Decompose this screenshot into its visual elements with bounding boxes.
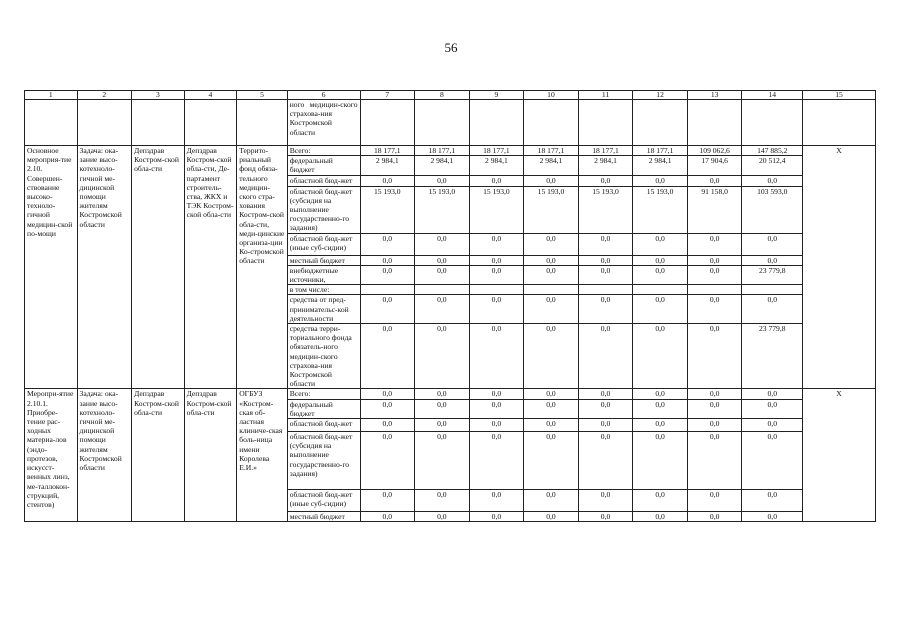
amount-cell: 0,0: [524, 233, 579, 255]
carry-over-label: ного медицин-ского страхова-ния Костромской области: [287, 100, 360, 146]
funding-source: областной бюд-жет: [287, 419, 360, 432]
table-row: [25, 389, 876, 399]
table-body: [25, 91, 876, 522]
amount-cell: 0,0: [633, 399, 688, 418]
amount-cell: 0,0: [469, 432, 524, 490]
task-cell: Задача: ока-зание высо-котехноло-гичной ме-дицинской помощи жителям Костромской области: [77, 146, 132, 389]
column-header-15: 15: [803, 91, 876, 100]
amount-cell: 103 593,0: [742, 186, 803, 233]
funding-source: в том числе:: [287, 285, 360, 295]
amount-cell: 0,0: [469, 324, 524, 389]
amount-cell: 0,0: [633, 512, 688, 522]
amount-cell: 0,0: [687, 432, 742, 490]
amount-cell: 109 062,6: [687, 146, 742, 156]
amount-cell: 0,0: [687, 324, 742, 389]
amount-cell: 18 177,1: [360, 146, 415, 156]
amount-cell: 0,0: [633, 490, 688, 512]
amount-cell: 0,0: [742, 255, 803, 265]
amount-cell: 0,0: [469, 175, 524, 186]
budget-table: [24, 90, 876, 522]
column-header-2: 2: [77, 91, 132, 100]
amount-cell: 0,0: [687, 265, 742, 284]
amount-cell: 0,0: [415, 490, 470, 512]
amount-cell: 0,0: [742, 233, 803, 255]
amount-cell: 0,0: [633, 432, 688, 490]
amount-cell: 0,0: [469, 233, 524, 255]
amount-cell: 0,0: [360, 324, 415, 389]
amount-cell: 18 177,1: [469, 146, 524, 156]
amount-cell: 15 193,0: [469, 186, 524, 233]
amount-cell: 0,0: [360, 432, 415, 490]
amount-cell: [633, 285, 688, 295]
amount-cell: 0,0: [469, 490, 524, 512]
amount-cell: 0,0: [360, 233, 415, 255]
amount-cell: 0,0: [633, 265, 688, 284]
amount-cell: 0,0: [415, 255, 470, 265]
amount-cell: 0,0: [415, 175, 470, 186]
executor-cell: Депздрав Костром-ской обла-сти: [184, 389, 237, 522]
funding-source: средства терри-ториального фонда обязатель-ного медицин-ского страхова-ния Костромской области: [287, 324, 360, 389]
amount-cell: 0,0: [687, 389, 742, 399]
column-header-4: 4: [184, 91, 237, 100]
amount-cell: 0,0: [633, 389, 688, 399]
amount-cell: 0,0: [524, 490, 579, 512]
amount-cell: 0,0: [360, 265, 415, 284]
amount-cell: 0,0: [360, 512, 415, 522]
amount-cell: 0,0: [524, 265, 579, 284]
carry-over-row: [25, 100, 876, 146]
amount-cell: 15 193,0: [360, 186, 415, 233]
amount-cell: 0,0: [687, 490, 742, 512]
amount-cell: [578, 285, 633, 295]
amount-cell: 0,0: [578, 399, 633, 418]
column-header-3: 3: [132, 91, 185, 100]
amount-cell: 0,0: [578, 265, 633, 284]
amount-cell: 0,0: [469, 512, 524, 522]
amount-cell: 0,0: [742, 295, 803, 324]
funding-source: Всего:: [287, 389, 360, 399]
amount-cell: 0,0: [415, 389, 470, 399]
amount-cell: 0,0: [742, 175, 803, 186]
column-header-10: 10: [524, 91, 579, 100]
amount-cell: 0,0: [687, 419, 742, 432]
amount-cell: 0,0: [524, 399, 579, 418]
amount-cell: [742, 285, 803, 295]
amount-cell: 0,0: [578, 419, 633, 432]
page-number: 56: [444, 40, 458, 55]
column-15-cell: Х: [803, 389, 876, 522]
amount-cell: 15 193,0: [524, 186, 579, 233]
amount-cell: [415, 285, 470, 295]
amount-cell: 0,0: [360, 255, 415, 265]
amount-cell: 0,0: [742, 512, 803, 522]
amount-cell: 0,0: [469, 255, 524, 265]
amount-cell: 15 193,0: [633, 186, 688, 233]
amount-cell: 15 193,0: [578, 186, 633, 233]
amount-cell: 0,0: [524, 175, 579, 186]
amount-cell: 20 512,4: [742, 156, 803, 175]
amount-cell: 0,0: [578, 255, 633, 265]
funding-source: местный бюджет: [287, 255, 360, 265]
amount-cell: 2 984,1: [469, 156, 524, 175]
amount-cell: 18 177,1: [524, 146, 579, 156]
amount-cell: 23 779,8: [742, 324, 803, 389]
amount-cell: [687, 285, 742, 295]
funding-source: областной бюд-жет (субсидия на выполнение государственно-го задания): [287, 186, 360, 233]
amount-cell: 0,0: [578, 175, 633, 186]
amount-cell: 17 904,6: [687, 156, 742, 175]
column-header-12: 12: [633, 91, 688, 100]
amount-cell: 0,0: [524, 324, 579, 389]
column-header-9: 9: [469, 91, 524, 100]
amount-cell: 0,0: [687, 512, 742, 522]
column-header-13: 13: [687, 91, 742, 100]
amount-cell: 0,0: [633, 255, 688, 265]
amount-cell: 0,0: [578, 490, 633, 512]
amount-cell: 0,0: [415, 399, 470, 418]
amount-cell: 0,0: [469, 399, 524, 418]
amount-cell: 0,0: [360, 490, 415, 512]
amount-cell: 0,0: [524, 419, 579, 432]
amount-cell: 0,0: [524, 255, 579, 265]
amount-cell: 2 984,1: [633, 156, 688, 175]
amount-cell: 0,0: [578, 432, 633, 490]
funding-source: областной бюд-жет (иные суб-сидии): [287, 233, 360, 255]
table-row: [25, 146, 876, 156]
amount-cell: 0,0: [633, 324, 688, 389]
amount-cell: 0,0: [742, 432, 803, 490]
amount-cell: 0,0: [578, 233, 633, 255]
amount-cell: 0,0: [415, 324, 470, 389]
amount-cell: 0,0: [687, 295, 742, 324]
amount-cell: 0,0: [687, 233, 742, 255]
column-header-5: 5: [237, 91, 288, 100]
activity-cell: Основное мероприя-тие 2.10. Совершен-ствование высоко-техноло-гичной медицин-ской по-мощи: [25, 146, 78, 389]
amount-cell: 0,0: [415, 295, 470, 324]
participant-cell: ОГБУЗ «Костром-ская об-ластная клиниче-ская боль-ница имени Королева Е.И.»: [237, 389, 288, 522]
funding-source: областной бюд-жет (иные суб-сидии): [287, 490, 360, 512]
amount-cell: 0,0: [687, 255, 742, 265]
amount-cell: 0,0: [578, 324, 633, 389]
funding-source: федеральный бюджет: [287, 156, 360, 175]
column-header-14: 14: [742, 91, 803, 100]
amount-cell: 0,0: [469, 265, 524, 284]
amount-cell: 0,0: [742, 490, 803, 512]
amount-cell: 0,0: [415, 432, 470, 490]
amount-cell: [524, 285, 579, 295]
funding-source: федеральный бюджет: [287, 399, 360, 418]
funding-source: местный бюджет: [287, 512, 360, 522]
column-header-8: 8: [415, 91, 470, 100]
amount-cell: 0,0: [415, 512, 470, 522]
amount-cell: 0,0: [360, 399, 415, 418]
amount-cell: 2 984,1: [415, 156, 470, 175]
amount-cell: 0,0: [415, 233, 470, 255]
amount-cell: 0,0: [360, 419, 415, 432]
amount-cell: 0,0: [360, 389, 415, 399]
funding-source: средства от пред-принимательс-кой деятельности: [287, 295, 360, 324]
amount-cell: 23 779,8: [742, 265, 803, 284]
amount-cell: 0,0: [524, 432, 579, 490]
column-header-6: 6: [287, 91, 360, 100]
amount-cell: 0,0: [742, 389, 803, 399]
amount-cell: 0,0: [687, 399, 742, 418]
amount-cell: 0,0: [687, 175, 742, 186]
amount-cell: 2 984,1: [524, 156, 579, 175]
amount-cell: 0,0: [742, 399, 803, 418]
executor-cell: Депздрав Костром-ской обла-сти, Де-партамент строитель-ства, ЖКХ и ТЭК Костром-ской обла-сти: [184, 146, 237, 389]
coordinator-cell: Депздрав Костром-ской обла-сти: [132, 146, 185, 389]
amount-cell: 0,0: [524, 512, 579, 522]
amount-cell: 0,0: [360, 175, 415, 186]
amount-cell: 91 158,0: [687, 186, 742, 233]
amount-cell: 2 984,1: [578, 156, 633, 175]
amount-cell: 15 193,0: [415, 186, 470, 233]
amount-cell: 0,0: [633, 419, 688, 432]
amount-cell: 18 177,1: [415, 146, 470, 156]
amount-cell: [469, 285, 524, 295]
amount-cell: 0,0: [633, 233, 688, 255]
amount-cell: 0,0: [469, 389, 524, 399]
activity-cell: Меропри-ятие 2.10.1. Приобре-тение рас-ходных материа-лов (эндо-протезов, искусст-венных линз, ме-таллокон-струкций, стентов): [25, 389, 78, 522]
amount-cell: 0,0: [524, 295, 579, 324]
amount-cell: 0,0: [578, 295, 633, 324]
amount-cell: [360, 285, 415, 295]
amount-cell: 0,0: [415, 419, 470, 432]
column-header-7: 7: [360, 91, 415, 100]
header-row: [25, 91, 876, 100]
funding-source: областной бюд-жет (субсидия на выполнение государственно-го задания): [287, 432, 360, 490]
amount-cell: 0,0: [633, 175, 688, 186]
funding-source: областной бюд-жет: [287, 175, 360, 186]
amount-cell: 18 177,1: [578, 146, 633, 156]
amount-cell: 0,0: [524, 389, 579, 399]
amount-cell: 0,0: [578, 512, 633, 522]
participant-cell: Террито-риальный фонд обяза-тельного медицин-ского стра-хования Костром-ской обла-сти, меди-цинские организа-ции Ко-стромской области: [237, 146, 288, 389]
column-header-1: 1: [25, 91, 78, 100]
coordinator-cell: Депздрав Костром-ской обла-сти: [132, 389, 185, 522]
amount-cell: 0,0: [633, 295, 688, 324]
amount-cell: 147 885,2: [742, 146, 803, 156]
amount-cell: 0,0: [415, 265, 470, 284]
amount-cell: 18 177,1: [633, 146, 688, 156]
amount-cell: 0,0: [469, 295, 524, 324]
amount-cell: 2 984,1: [360, 156, 415, 175]
amount-cell: 0,0: [469, 419, 524, 432]
column-header-11: 11: [578, 91, 633, 100]
amount-cell: 0,0: [742, 419, 803, 432]
funding-source: внебюджетные источники,: [287, 265, 360, 284]
amount-cell: 0,0: [578, 389, 633, 399]
column-15-cell: Х: [803, 146, 876, 389]
amount-cell: 0,0: [360, 295, 415, 324]
funding-source: Всего:: [287, 146, 360, 156]
task-cell: Задача: ока-зание высо-котехноло-гичной ме-дицинской помощи жителям Костромской области: [77, 389, 132, 522]
